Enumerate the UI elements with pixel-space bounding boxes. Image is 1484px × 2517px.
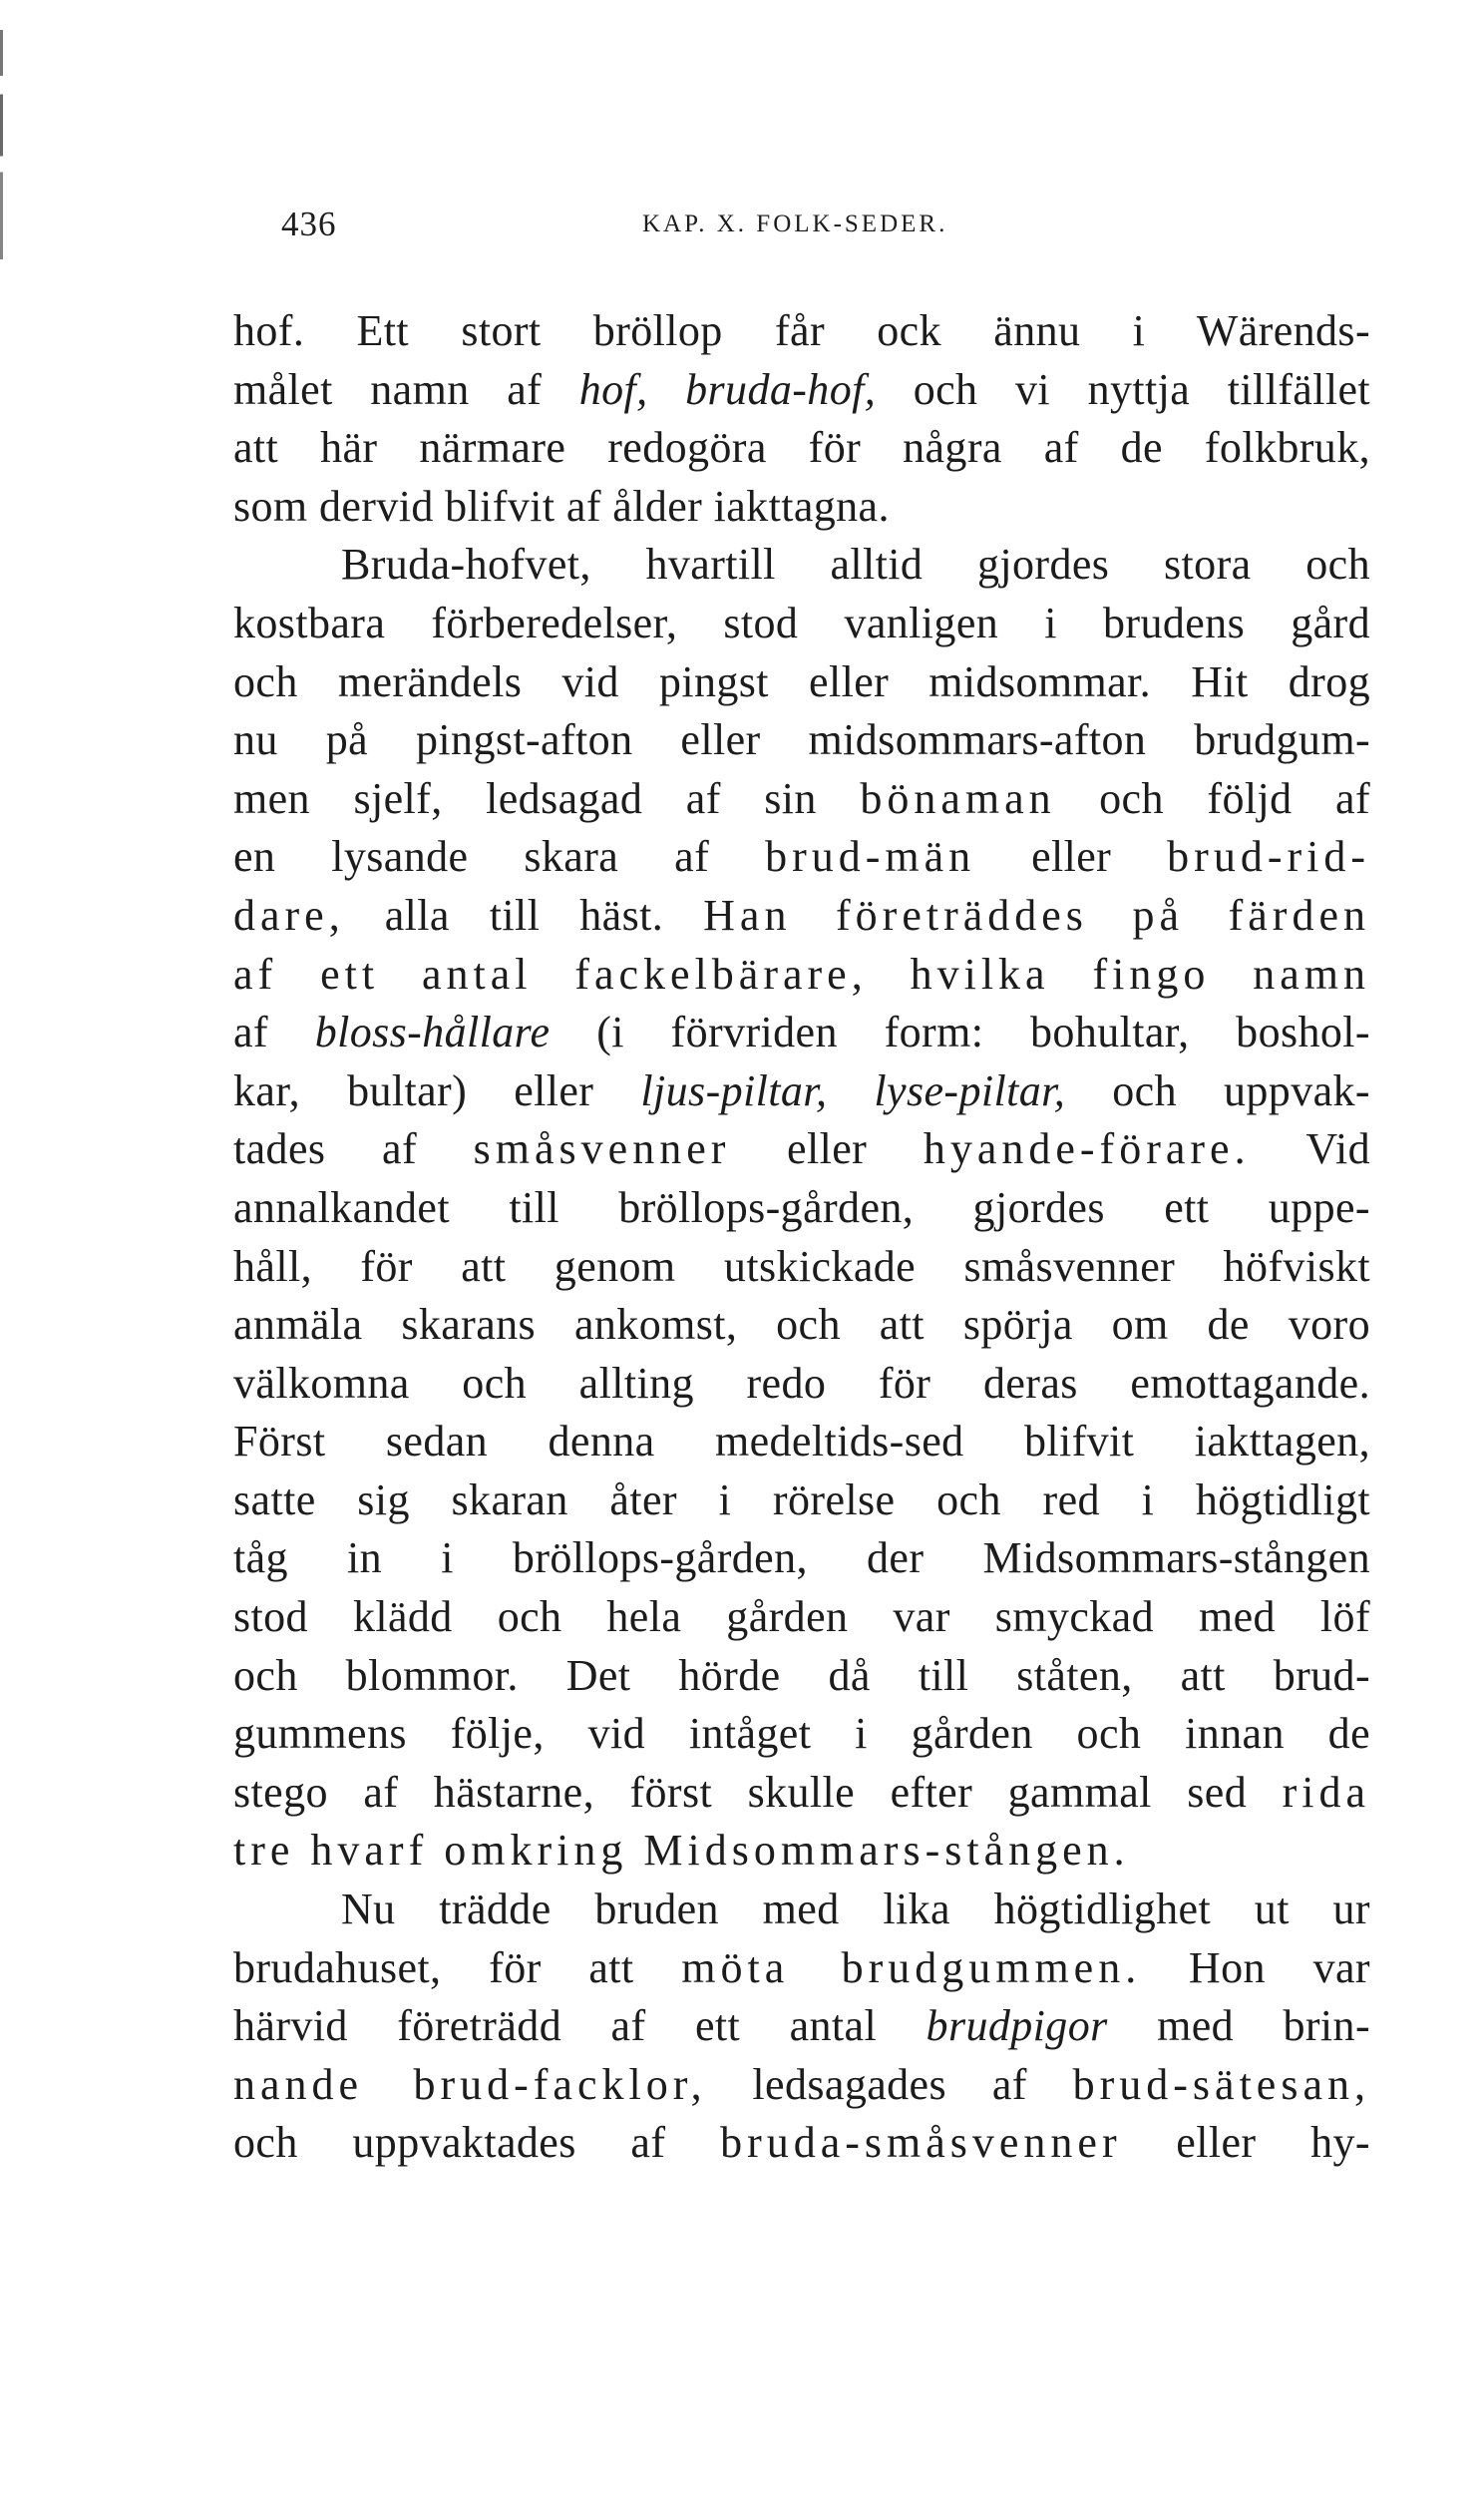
text-line: anmäla skarans ankomst, och att spörja om de voro (233, 1300, 1370, 1350)
text-line: håll, för att genom utskickade småsvenner höfviskt (233, 1241, 1370, 1291)
text-line: en lysande skara af brud-män eller brud-rid- (233, 832, 1371, 882)
running-title: KAP. X. FOLK-SEDER. (642, 210, 948, 237)
text-line: nu på pingst-afton eller midsommars-afton brudgum- (233, 715, 1370, 765)
text-line: härvid företrädd af ett antal brudpigor med brin- (233, 2001, 1371, 2051)
scan-edge-artifact (0, 30, 3, 259)
text-line: och uppvaktades af bruda-småsvenner eller hy- (233, 2118, 1370, 2168)
text-line: dare, alla till häst. Han företräddes på färden (233, 890, 1370, 940)
running-header (233, 205, 1380, 244)
text-line: af bloss-hållare (i förvriden form: bohultar, boshol- (233, 1008, 1370, 1057)
text-line: brudahuset, för att möta brudgummen. Hon var (233, 1942, 1370, 1992)
book-page (233, 205, 1380, 2173)
text-line: och merändels vid pingst eller midsommar. Hit drog (233, 656, 1370, 706)
text-line: och blommor. Det hörde då till ståten, att brud- (233, 1650, 1370, 1700)
text-line: gummens följe, vid intåget i gården och innan de (233, 1709, 1370, 1759)
text-line: Först sedan denna medeltids-sed blifvit iakttagen, (233, 1417, 1370, 1467)
text-line: annalkandet till bröllops-gården, gjordes ett uppe- (233, 1182, 1370, 1232)
text-line: kar, bultar) eller ljus-piltar, lyse-piltar, och uppvak- (233, 1065, 1370, 1115)
text-line: välkomna och allting redo för deras emottagande. (233, 1358, 1370, 1408)
text-line: tre hvarf omkring Midsommars-stången. (233, 1826, 1130, 1876)
text-line: tåg in i bröllops-gården, der Midsommars-stången (233, 1533, 1370, 1583)
text-line: målet namn af hof, bruda-hof, och vi nyttja tillfället (233, 364, 1371, 414)
text-line: att här närmare redogöra för några af de folkbruk, (233, 423, 1370, 473)
text-line: kostbara förberedelser, stod vanligen i brudens gård (233, 598, 1370, 647)
text-line: men sjelf, ledsagad af sin bönaman och följd af (233, 773, 1370, 823)
text-line: som dervid blifvit af ålder iakttagna. (233, 481, 890, 531)
page-number: 436 (281, 205, 337, 243)
body-text (233, 302, 1370, 2173)
text-line: Bruda-hofvet, hvartill alltid gjordes stora och (341, 540, 1370, 590)
text-line: tades af småsvenner eller hyande-förare. Vid (233, 1124, 1370, 1174)
text-line: stego af hästarne, först skulle efter gammal sed rida (233, 1767, 1370, 1817)
text-line: Nu trädde bruden med lika högtidlighet ut ur (341, 1885, 1370, 1934)
text-line: af ett antal fackelbärare, hvilka fingo namn (233, 949, 1370, 999)
text-line: satte sig skaran åter i rörelse och red i högtidligt (233, 1474, 1370, 1524)
text-line: stod klädd och hela gården var smyckad med löf (233, 1592, 1370, 1642)
text-line: nande brud-facklor, ledsagades af brud-sätesan, (233, 2059, 1370, 2109)
text-line: hof. Ett stort bröllop får ock ännu i Wärends- (233, 306, 1370, 355)
